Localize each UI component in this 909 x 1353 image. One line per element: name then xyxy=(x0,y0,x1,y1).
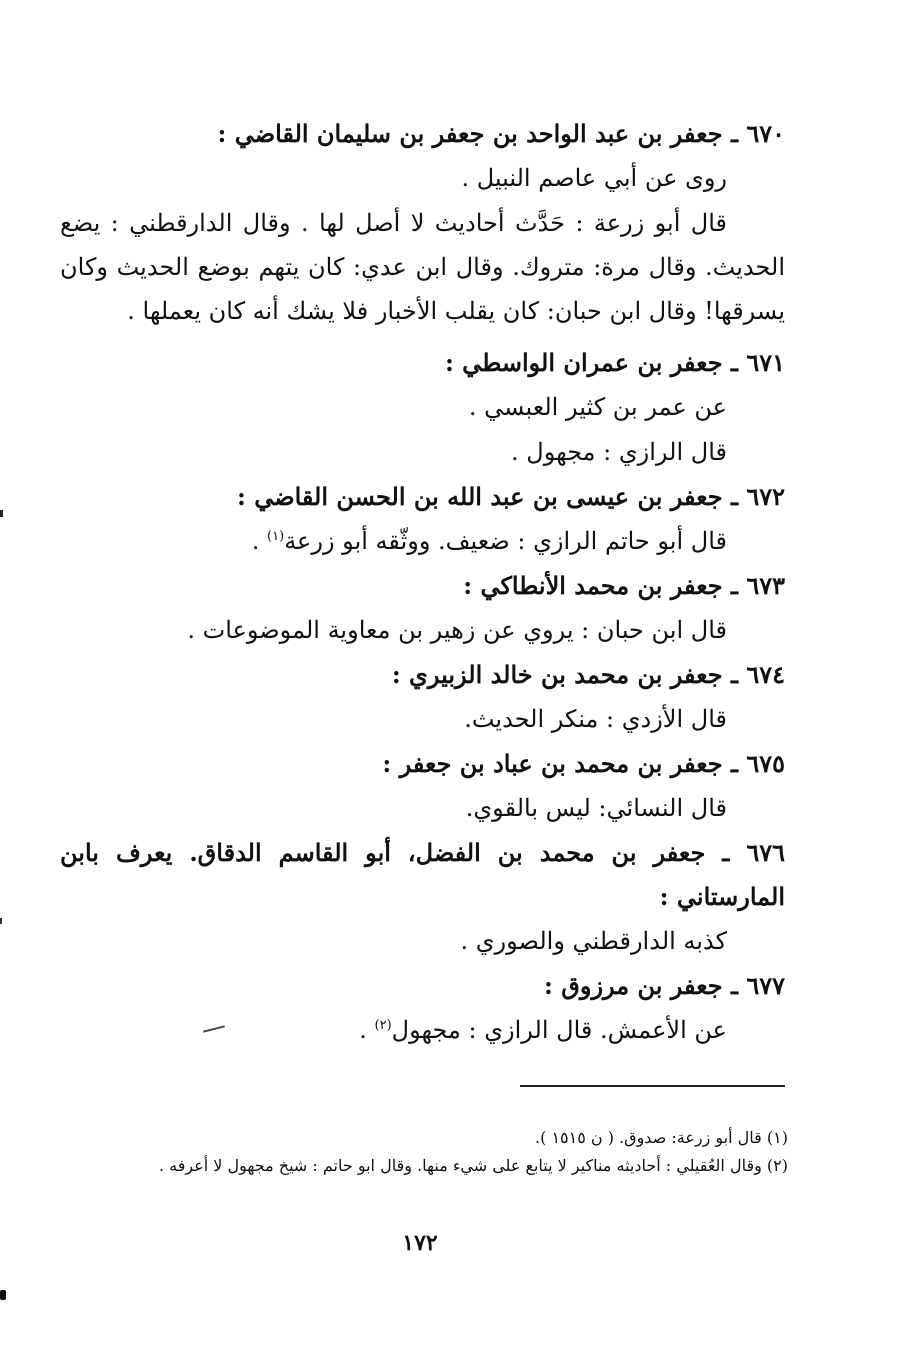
paragraph-line: قال أبو زرعة : حَدَّث أحاديث لا أصل لها . وقال الدارقطني : يضع xyxy=(60,209,727,237)
entry-line xyxy=(60,1008,785,1053)
entry-674 xyxy=(60,653,785,742)
entry-677 xyxy=(60,964,785,1053)
entry-line-text: عن الأعمش. قال الرازي : مجهول xyxy=(391,1016,727,1044)
scan-mark xyxy=(0,1290,6,1300)
entry-line-end: . xyxy=(251,527,268,555)
entry-line: كذبه الدارقطني والصوري . xyxy=(460,927,727,955)
entry-670 xyxy=(60,112,785,333)
entry-line xyxy=(60,519,785,564)
paragraph-line: الحديث. وقال مرة: متروك. وقال ابن عدي: كان يتهم بوضع الحديث وكان xyxy=(60,253,785,281)
entry-heading: ٦٧٥ ـ جعفر بن محمد بن عباد بن جعفر : xyxy=(382,749,785,778)
entry-line-text: قال أبو حاتم الرازي : ضعيف. ووثّقه أبو زرعة xyxy=(284,527,727,555)
entry-heading: ٦٧٦ ـ جعفر بن محمد بن الفضل، أبو القاسم الدقاق. يعرف بابن xyxy=(60,838,786,867)
footnote-ref: (٢) xyxy=(374,1018,392,1033)
footnote-2: (٢) وقال العُقيلي : أحاديثه مناكير لا يتابع على شيء منها. وقال ابو حاتم : شيخ مجهول لا أعرفه . xyxy=(158,1156,788,1175)
entry-line: روى عن أبي عاصم النبيل . xyxy=(461,164,727,192)
scan-mark xyxy=(0,510,3,517)
entry-672 xyxy=(60,475,785,564)
entry-675 xyxy=(60,742,785,831)
page-number: ١٧٢ xyxy=(402,1230,438,1256)
entry-paragraph xyxy=(60,201,785,333)
entry-673 xyxy=(60,564,785,653)
entry-line: عن عمر بن كثير العبسي . xyxy=(468,393,727,421)
scan-mark xyxy=(0,918,2,924)
entry-line: قال الرازي : مجهول . xyxy=(511,438,727,466)
entry-line: قال النسائي: ليس بالقوي. xyxy=(465,794,727,822)
entry-671 xyxy=(60,341,785,475)
footnote-ref: (١) xyxy=(267,529,285,544)
page-body xyxy=(60,112,785,1053)
entry-line: قال الأزدي : منكر الحديث. xyxy=(464,705,727,733)
entry-676 xyxy=(60,831,785,964)
footnotes xyxy=(100,1124,788,1180)
paragraph-line: يسرقها! وقال ابن حبان: كان يقلب الأخبار فلا يشك أنه كان يعملها . xyxy=(127,297,785,325)
entry-heading: ٦٧٠ ـ جعفر بن عبد الواحد بن جعفر بن سليمان القاضي : xyxy=(217,119,785,148)
entry-heading: ٦٧٤ ـ جعفر بن محمد بن خالد الزبيري : xyxy=(391,660,785,689)
entry-heading: ٦٧٧ ـ جعفر بن مرزوق : xyxy=(544,971,785,1000)
entry-heading: ٦٧٣ ـ جعفر بن محمد الأنطاكي : xyxy=(463,571,785,600)
entry-heading-continued: المارستاني : xyxy=(659,882,785,911)
entry-heading: ٦٧١ ـ جعفر بن عمران الواسطي : xyxy=(444,348,785,377)
footnote-separator xyxy=(520,1085,785,1087)
entry-heading: ٦٧٢ ـ جعفر بن عيسى بن عبد الله بن الحسن القاضي : xyxy=(236,482,785,511)
entry-line: قال ابن حبان : يروي عن زهير بن معاوية الموضوعات . xyxy=(187,616,727,644)
entry-line-end: . xyxy=(359,1016,375,1044)
footnote-1: (١) قال أبو زرعة: صدوق. ( ن ١٥١٥ ). xyxy=(535,1128,788,1147)
